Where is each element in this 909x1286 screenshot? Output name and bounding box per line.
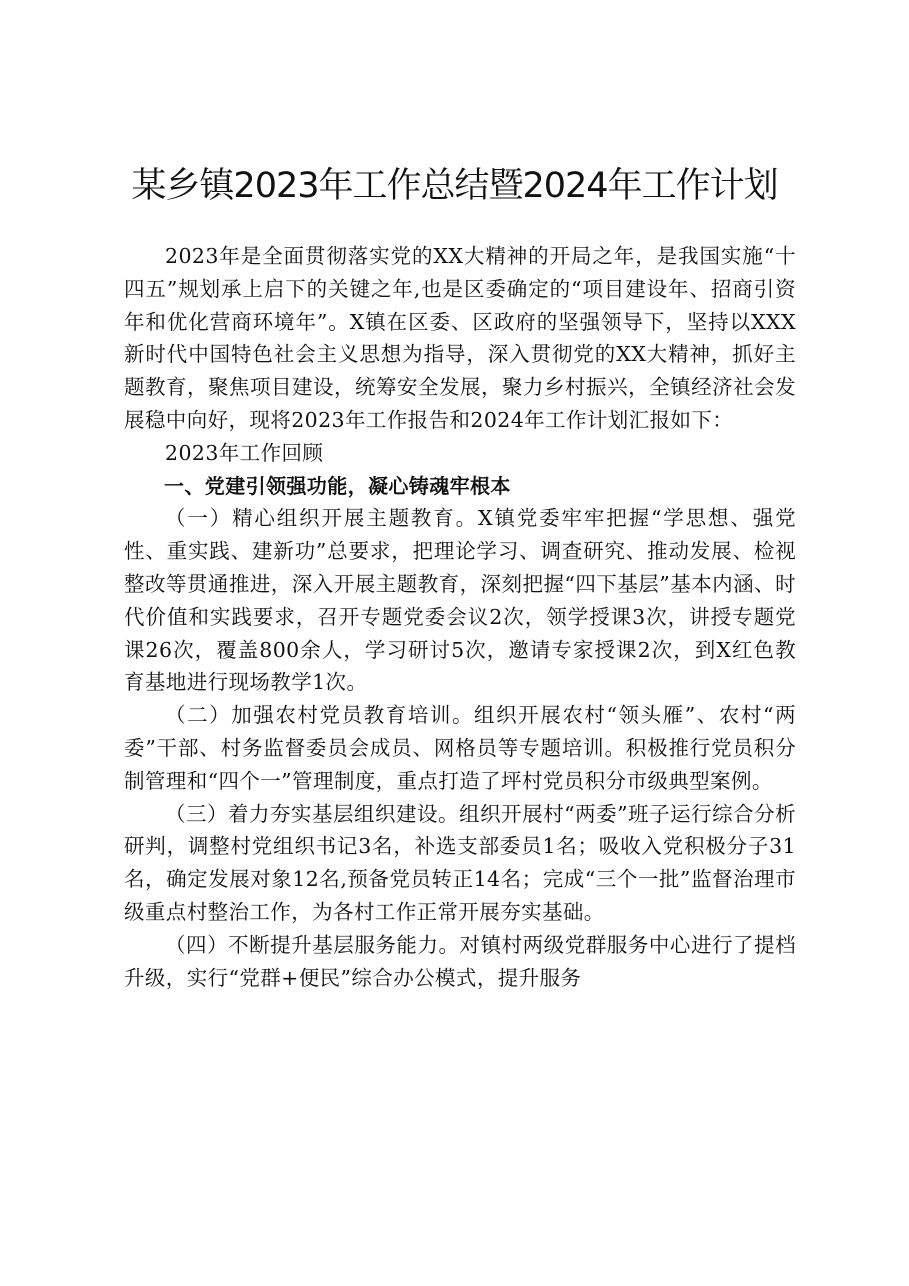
paragraph-2: （二）加强农村党员教育培训。组织开展农村“领头雁”、农村“两委”干部、村务监督委员会成员、网格员等专题培训。积极推行党员积分制管理和“四个一”管理制度，重点打造了坪村党员积分市级典型案例。: [124, 703, 796, 793]
document-title: 某乡镇2023年工作总结暨2024年工作计划: [131, 166, 778, 206]
paragraph-3: （三）着力夯实基层组织建设。组织开展村“两委”班子运行综合分析研判，调整村党组织书记3名，补选支部委员1名；吸收入党积极分子31名，确定发展对象12名,预备党员转正14名；完成“三个一批”监督治理市级重点村整治工作，为各村工作正常开展夯实基础。: [124, 801, 796, 924]
document-body: [124, 240, 796, 994]
paragraph-1: （一）精心组织开展主题教育。X镇党委牢牢把握“学思想、强党性、重实践、建新功”总要求，把理论学习、调查研究、推动发展、检视整改等贯通推进，深入开展主题教育，深刻把握“四下基层”基本内涵、时代价值和实践要求，召开专题党委会议2次，领学授课3次，讲授专题党课26次，覆盖800余人，学习研讨5次，邀请专家授课2次，到X红色教育基地进行现场教学1次。: [124, 506, 796, 695]
section-heading: 一、党建引领强功能，凝心铸魂牢根本: [164, 473, 511, 498]
intro-paragraph: 2023年是全面贯彻落实党的XX大精神的开局之年，是我国实施“十四五”规划承上启下的关键之年,也是区委确定的“项目建设年、招商引资年和优化营商环境年”。X镇在区委、区政府的坚强领导下，坚持以XXX新时代中国特色社会主义思想为指导，深入贯彻党的XX大精神，抓好主题教育，聚焦项目建设，统筹安全发展，聚力乡村振兴，全镇经济社会发展稳中向好，现将2023年工作报告和2024年工作计划汇报如下：: [124, 244, 796, 432]
paragraph-4: （四）不断提升基层服务能力。对镇村两级党群服务中心进行了提档升级，实行“党群+便民”综合办公模式，提升服务: [124, 932, 796, 990]
review-label: 2023年工作回顾: [165, 440, 324, 465]
